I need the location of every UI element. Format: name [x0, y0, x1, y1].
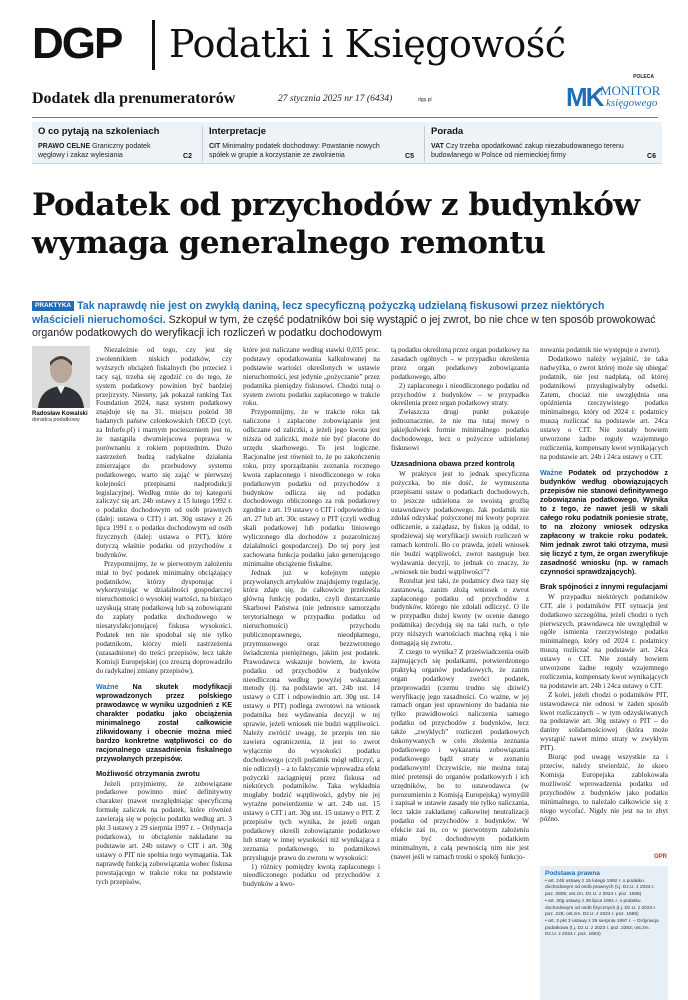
recommends-label: POLECA: [633, 74, 654, 80]
teaser-heading: Porada: [431, 126, 464, 137]
masthead-divider: [152, 20, 155, 70]
paragraph: Dodatkowo należy wyjaśnić, że taka nadwyżka, o zwrot której może się ubiegać podatnik, nie jest nadpłatą, od której podatnikowi przysługiwałyby odsetki. Zatem, chociaż nie uwzględnia ona opóźnienia rzeczywistego podatku minimalnego, który od 2024 r. podatnicy muszą rozliczać na podstawie art. 24ca ustawy o CIT. Nie zostały bowiem utworzone żadne reguły wzajemnego rozliczenia, kompensaty kwot wynikających na podstawie art. 24b i 24ca ustawy o CIT.: [540, 354, 668, 461]
subhead: [32, 74, 661, 118]
paragraph: Jednak już w kolejnym ustępie przywołanych artykułów znajdujemy regulację, która zdaje się, że całkowicie przekreśla główną funkcję podatku, czyli dostarczanie Skarbowi Państwa (nie jednostce samorządu terytorialnego w przypadku podatku od nieruchomości) przychodu publicznoprawnego, nieodpłatnego, przymusowego oraz bezzwrotnego świadczenia pieniężnego, jakim jest podatek. Prawodawca wskazuje bowiem, że kwota podatku od przychodów z budynków nieodliczona według powyżej wskazanej metody (tj. na podstawie art. 24b ust. 14 ustawy o CIT i odpowiednio art. 30g ust. 14 ustawy o PIT) podlega zwrotowi na wniosek podatnika bez wydawania decyzji w tej sprawie, jeżeli wniosek nie budzi wątpliwości. Należy zwrócić uwagę, że przepis ten nie zawiera ograniczenia, iż jest to zwrot wyłącznie do wysokości podatku dochodowego (czyli podatnik mógł odliczyć, a nie odliczył) – a to faktycznie wprowadza efekt pożyczki zaciągniętej przez fiskusa od niektórych podatników. Taka wykładnia mogłaby budzić wątpliwości, gdyby nie jej wyraźne potwierdzenie w art. 24b ust. 15 ustawy o CIT i art. 30g ust. 15 ustawy o PIT. Z przepisów tych wynika, że jeżeli organ podatkowy określi zobowiązanie podatkowe lub stratę w innej wysokości niż wynikająca z zeznania podatkowego, to podatnikowi przysługuje prawo do zwrotu w wysokości:: [243, 568, 380, 862]
signature-mark: OPR: [654, 854, 668, 860]
teaser-lead: VAT: [431, 143, 444, 150]
monitor-subtitle: księgowego: [606, 97, 658, 109]
article-column-1: [96, 346, 232, 1000]
important-tag: Ważne: [540, 467, 563, 477]
supplement-label: Dodatek dla prenumeratorów: [32, 90, 236, 107]
teaser-heading: O co pytają na szkoleniach: [38, 126, 160, 137]
section-heading: Brak spójności z innymi regulacjami: [540, 581, 668, 591]
important-tag: Ważne: [96, 681, 119, 691]
paragraph: 2) zapłaconego i nieodliczonego podatku od przychodów z budynków – w przypadku określenia przez organ podatkowy straty.: [391, 381, 529, 408]
author-name: Radosław Kowalski: [32, 411, 88, 417]
legal-basis-item: • art. 24b ustawy z 15 lutego 1992 r. o podatku dochodowym od osób prawnych (t.j. Dz.U. z 2023 r. poz. 2805; ost.zm. Dz.U. z 2024 r. poz. 1685): [545, 879, 655, 897]
paragraph: Przypomnijmy, że w trakcie roku tak naliczone i zapłacone zobowiązanie jest odliczane od zaliczki, a jeżeli jego kwota jest niższa od zaliczki, może nie być płacone do urzędu skarbowego. To jest logiczne. Racjonalne jest również to, że po zakończeniu roku, przy sporządzaniu zeznania rocznego kwota zapłaconego i nieodliczonego w roku podatkowym podatku od przychodów z budynków odlicza się od podatku dochodowego obliczonego za rok podatkowy zgodnie z art. 19 ustawy o CIT i odpowiednio z art. 27 lub art. 30c ustawy o PIT (czyli według skali podatkowej lub podatku liniowego wyliczonego dla dochodów z pozarolniczej działalności gospodarczej). Do tej pory jest zachowana funkcja podatku jako generującego minimalne obciążenie fiskalne.: [243, 408, 380, 568]
site-code: dgp.pl: [418, 97, 432, 103]
paragraph: Rezultat jest taki, że podatnicy dwa razy się zastanowią, zanim złożą wniosek o zwrot zapłaconego podatku od przychodów z budynków, którego nie zdołali odliczyć. O ile w przypadku dużej kwoty (w ocenie danego podatnika) decydują się na taki ruch, o tyle przy niższych wartościach machną ręką i nie domagają się zwrotu.: [391, 576, 529, 648]
paragraph: Z kolei, jeżeli chodzi o podatników PIT, ustawodawca nie odnosi w żaden sposób kwot rozliczanych – w tym odzyskiwanych na podstawie art. 30g ustawy o PIT – do daniny solidarnościowej (która może wystąpić nawet mimo straty w zwykłym PIT).: [540, 690, 668, 753]
teaser-lead: PRAWO CELNE: [38, 143, 91, 150]
teaser-page: C6: [647, 153, 656, 160]
author-role: doradca podatkowy: [32, 417, 80, 423]
paragraph: W przypadku niektórych podatników CIT, ale i podatników PIT sytuacja jest dodatkowo szczególna, jeżeli chodzi o tych pierwszych, prawodawca nie uwzględnił w ogóle istnienia rzeczywistego podatku minimalnego, który od 2024 r. podatnicy muszą rozliczać na podstawie art. 24ca ustawy o CIT. Nie zostały bowiem utworzone żadne reguły wzajemnego rozliczenia, kompensaty kwot wynikających na podstawie art. 24b i 24ca ustawy o CIT.: [540, 592, 668, 690]
legal-basis-item: • art. 30g ustawy z 26 lipca 1991 r. o podatku dochodowym od osób fizycznych (t.j. Dz.U. z 2024 r. poz. 226; ost.zm. Dz.U. z 2024 r. poz. 1685): [545, 899, 657, 918]
paragraph: tą podatku określoną przez organ podatkowy na zasadach ogólnych – w przypadku określenia przez organ podatkowy zobowiązania podatkowego, albo: [391, 346, 529, 381]
teaser-page: C5: [405, 153, 414, 160]
masthead: [32, 14, 658, 74]
teaser-text: VAT Czy trzeba opodatkować zakup niezabudowanego terenu budowlanego w Polsce od niemieckiej firmy: [431, 143, 624, 159]
paragraph: 1) różnicy pomiędzy kwotą zapłaconego i nieodliczonego podatku od przychodów z budynków a kwo-: [243, 862, 380, 889]
author-portrait-icon: [32, 346, 90, 408]
article-headline: Podatek od przychodów z budynków wymaga generalnego remontu: [32, 187, 640, 261]
paragraph: Niezależnie od tego, czy jest się zwolennikiem niskich podatków, czy wyższych obciążeń fiskalnych (bo przecież i tacy są), trzeba się zgodzić co do tego, że system podatkowy powinien być bardziej przejrzysty. Niestety, jak pokazał ranking Tax Foundation 2024, nasz system podatkowy znajduje się na 31. miejscu pośród 38 badanych państw członkowskich OECD (cyt. za Inforfe.pl) i marnym pocieszeniem jest to, że nastąpiła dwumiejscowa poprawa w porównaniu z rokiem poprzednim. Dużo zastrzeżeń budzą radykalne działania zmierzające do przebudowy systemu podatkowego, warto się zająć w pierwszej kolejności przepisami nadprodukcji legislacyjnej. Według mnie do tej kategorii zaliczyć się art. 24b ustawy z 15 lutego 1992 r. o podatku dochodowym od osób prawnych (dalej: ustawa o CIT) i art. 30g ustawy z 26 lipca 1991 r. o podatku dochodowym od osób fizycznych (dalej: ustawa o PIT), które dotyczą właśnie podatku od przychodów z budynków.: [96, 346, 232, 559]
brand-logo: DGP: [32, 19, 122, 68]
author-photo: [32, 346, 90, 408]
category-tag: PRAKTYKA: [32, 301, 74, 311]
teaser-bar: [32, 122, 662, 164]
legal-basis-item: • art. 3 pkt 3 ustawy z 29 sierpnia 1997 r. – Ordynacja podatkowa (t.j. Dz.U. z 2023 r. poz. 2383; ost.zm. Dz.U. z 2024 r. poz. 1853): [545, 919, 659, 938]
paragraph: nowania podatnik nie występuje o zwrot).: [540, 346, 661, 354]
article-column-2: [243, 346, 380, 1000]
monitor-name: MONITOR: [600, 83, 661, 98]
legal-basis-heading: Podstawa prawna: [545, 870, 600, 877]
monitor-mk-icon: MK: [566, 82, 603, 112]
section-heading: Uzasadniona obawa przed kontrolą: [391, 458, 515, 468]
teaser-text: CIT Minimalny podatek dochodowy: Powstanie nowych spółek w grupie a korzystanie ze zwolnienia: [209, 143, 380, 159]
issue-date: 27 stycznia 2025 nr 17 (6434): [278, 94, 393, 104]
teaser-interpretations[interactable]: [202, 126, 418, 162]
paragraph: Jeżeli przyjmiemy, że zobowiązane podatkowe powinno mieć definitywny charakter (nawet uwzględniając specyficzną formułę zaliczek na podatek, które również zawierają się w pojęciu podatku według art. 3 pkt 3 ustawy z 29 sierpnia 1997 r. – Ordynacja podatkowa), to obciążenie nakładane na podstawie art. 24b ustawy o CIT i art. 30g ustawy o PIT nie spełnia tego wymagania. Tak naprawdę funkcją zobowiązania wobec fiskusa powstającego w trakcie roku na podstawie tych przepisów,: [96, 779, 232, 886]
lead-bold: Tak naprawdę nie jest on zwykłą daniną, lecz specyficzną pożyczką udzielaną fiskusowi przez niektórych właścicieli nieruchomości.: [32, 300, 605, 326]
paragraph: Z czego to wynika? Z przeświadczenia osób zajmujących się podatkami, potwierdzonego praktyką organów podatkowych, że zanim organ podatkowy zwróci podatek, przeprowadzi (czemu trudno się dziwić) weryfikację jego zasadności. Co ważne, w jej ramach organ jest uprawniony do badania nie tylko prawidłowości naliczenia samego podatku od przychodów z budynków, lecz także „zwykłych” rozliczeń podatkowych dokonywanych w celu złożenia zeznania podatkowego i wykazania zobowiązania podatkowego bądź straty w zeznaniu podatkowym! Oczywiście, nie można tutaj mieć pretensji do organów podatkowych i ich urzędników, bo to ustawodawca (w porozumieniu z Komisją Europejską) wymyślił i zapisał w ustawie zasady nie tylko naliczania, lecz także zakładanej całkowitej neutralizacji podatku od przychodów z budynków. W efekcie zaś to, co w pierwotnym założeniu miało być dochodowym podatkiem minimalnym, z całą pewnością nim nie jest (nawet jeśli w ramach troski o spokój funkcjo-: [391, 648, 529, 861]
paragraph: Biorąc pod uwagę wszystkie za i przeciw, należy stwierdzić, że skoro Komisja Europejska zablokowała możliwość wprowadzenia podatku od przychodów z budynków jako podatku minimalnego, to należało całkowicie się z niego wycofać. Nigdy nie jest na to zbyt późno.: [540, 753, 668, 824]
paragraph: Przypomnijmy, że w pierwotnym założeniu miał to być podatek minimalny obciążający podatników, którzy dysponując i wykorzystując w działalności gospodarczej nieruchomości o wysokiej wartości, na bieżąco uzyskują stratę podatkową lub są zobowiązani do zapłaty podatku dochodowego w niesatysfakcjonującej fiskusa wysokości. Podatek ten nie spodobał się nie tylko podatnikom, którzy mieli zastrzeżenia (uzasadnione) do treści przepisów, lecz także Komisji Europejskiej (co zresztą doprowadziło do radykalnej zmiany przepisów).: [96, 559, 232, 675]
author-box: [32, 346, 90, 423]
important-box: Ważne Podatek od przychodów z budynków według obowiązujących przepisów nie stanowi definitywnego zobowiązania podatkowego. Wynika to z tego, że nawet jeśli w skali całego roku podatnik poniesie stratę, to na złożony wniosek odzyska zapłacony w trakcie roku podatek. Nim jednak zwrot taki otrzyma, musi się liczyć z tym, że organ zweryfikuje zasadność wniosku (np. w ramach czynności sprawdzających).: [540, 467, 668, 576]
legal-basis-box: [540, 866, 668, 1000]
monitor-logo[interactable]: [566, 82, 661, 116]
section-title: Podatki i Księgowość: [169, 22, 566, 66]
lead-text: Szkopuł w tym, że część podatników boi się wystąpić o jej zwrot, bo nie chce w ten sposób prowokować organów podatkowych do weryfikacji ich rozliczeń w podatku dochodowym: [32, 313, 656, 339]
article-lead: [32, 300, 658, 341]
section-heading: Możliwość otrzymania zwrotu: [96, 768, 200, 778]
teaser-training[interactable]: [38, 126, 196, 162]
teaser-text: PRAWO CELNE Graniczny podatek węglowy i zakaz wylesiania: [38, 143, 151, 159]
paragraph: które jest naliczane według stawki 0,035 proc. podstawy opodatkowania kalkulowanej na podstawie wartości określonych w ustawie nieruchomości, jest jedynie „pożyczanie” przez podatnika pieniędzy fiskusowi. Chodzi tutaj o system zwrotu podatku zapłaconego w trakcie roku.: [243, 346, 380, 408]
important-box: Ważne Na skutek modyfikacji wprowadzonych przez polskiego prawodawcę w wyniku uzgodnień z KE charakter podatku jako obciążenia minimalnego został całkowicie zlikwidowany i obecnie można mieć bardzo konkretne wątpliwości co do racjonalnego uzasadnienia fiskalnego przywołanych przepisów.: [96, 681, 232, 763]
article-column-3: [391, 346, 529, 1000]
paragraph: Zwłaszcza drugi punkt pokazuje jednoznacznie, że nie ma tutaj mowy o jakiejkolwiek formie minimalnego podatku dochodowego, lecz o pożyczce udzielonej fiskusowi: [391, 408, 529, 452]
teaser-heading: Interpretacje: [209, 126, 267, 137]
teaser-advice[interactable]: [424, 126, 660, 162]
article-column-4: [540, 346, 668, 862]
teaser-page: C2: [183, 153, 192, 160]
teaser-lead: CIT: [209, 143, 221, 150]
paragraph: W praktyce jest to jednak specyficzna pożyczka, bo nie dość, że wymuszona przepisami ustaw o podatkach dochodowych, to jeszcze udzielona ze swoistą groźbą ustawodawcy podatkowego. Jak podatnik nie zdołaś odzyskać pożyczonej mi kwoty poprzez odliczenie, a zażądasz, by fiskus ją oddał, to spodziewaj się weryfikacji swoich rozliczeń w ramach kontroli. Bo co prawda, jeżeli wniosek nie budzi wątpliwości, zwrot następuje bez wydawania decyzji, to jednak co znaczy, że „wniosek nie budzi wątpliwości”?: [391, 469, 529, 576]
